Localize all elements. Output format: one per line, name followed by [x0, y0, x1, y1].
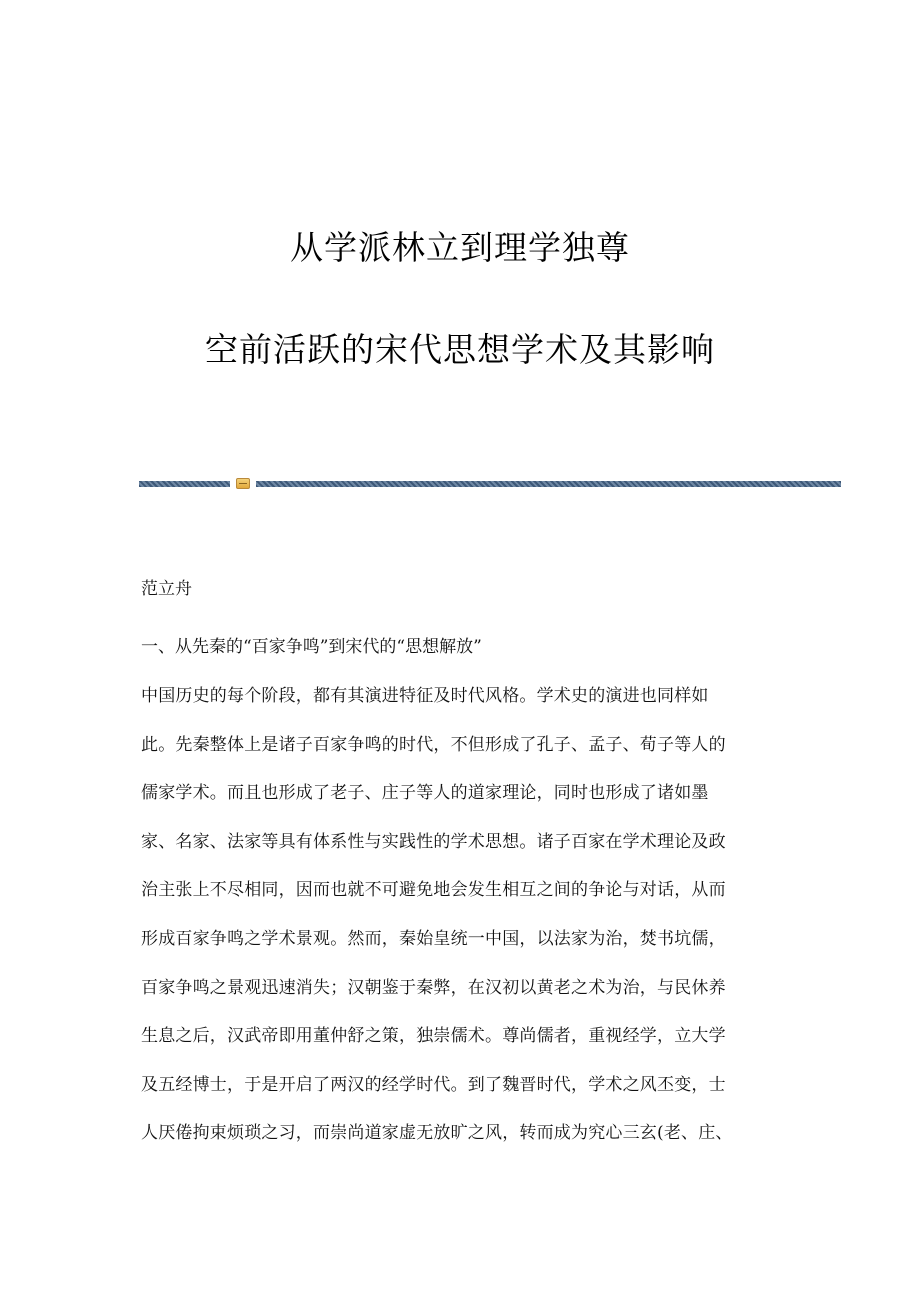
- body-line: 生息之后，汉武帝即用董仲舒之策，独崇儒术。尊尚儒者，重视经学，立大学: [141, 1026, 726, 1047]
- title-line-1: 从学派林立到理学独尊: [290, 228, 630, 267]
- author-name: 范立舟: [141, 579, 192, 599]
- title-divider: [139, 478, 841, 490]
- body-paragraph: [141, 683, 781, 1169]
- title-line-2: 空前活跃的宋代思想学术及其影响: [205, 330, 715, 369]
- divider-bar-right: [256, 481, 841, 487]
- body-line: 人厌倦拘束烦琐之习，而崇尚道家虚无放旷之风，转而成为究心三玄(老、庄、: [141, 1123, 733, 1144]
- body-line: 治主张上不尽相同，因而也就不可避免地会发生相互之间的争论与对话，从而: [141, 880, 726, 901]
- body-line: 百家争鸣之景观迅速消失；汉朝鉴于秦弊，在汉初以黄老之术为治，与民休养: [141, 977, 726, 998]
- body-line: 中国历史的每个阶段，都有其演进特征及时代风格。学术史的演进也同样如: [141, 686, 709, 706]
- body-line: 及五经博士，于是开启了两汉的经学时代。到了魏晋时代，学术之风丕变，士: [141, 1074, 726, 1095]
- divider-bar-left: [139, 481, 230, 487]
- body-line: 家、名家、法家等具有体系性与实践性的学术思想。诸子百家在学术理论及政: [141, 831, 726, 852]
- divider-ornament-icon: [236, 478, 250, 489]
- body-line: 儒家学术。而且也形成了老子、庄子等人的道家理论，同时也形成了诸如墨: [141, 783, 709, 804]
- body-line: 此。先秦整体上是诸子百家争鸣的时代，不但形成了孔子、孟子、荀子等人的: [141, 734, 726, 755]
- body-line: 形成百家争鸣之学术景观。然而，秦始皇统一中国，以法家为治，焚书坑儒，: [141, 928, 726, 949]
- section-heading: 一、从先秦的“百家争鸣”到宋代的“思想解放”: [141, 637, 482, 657]
